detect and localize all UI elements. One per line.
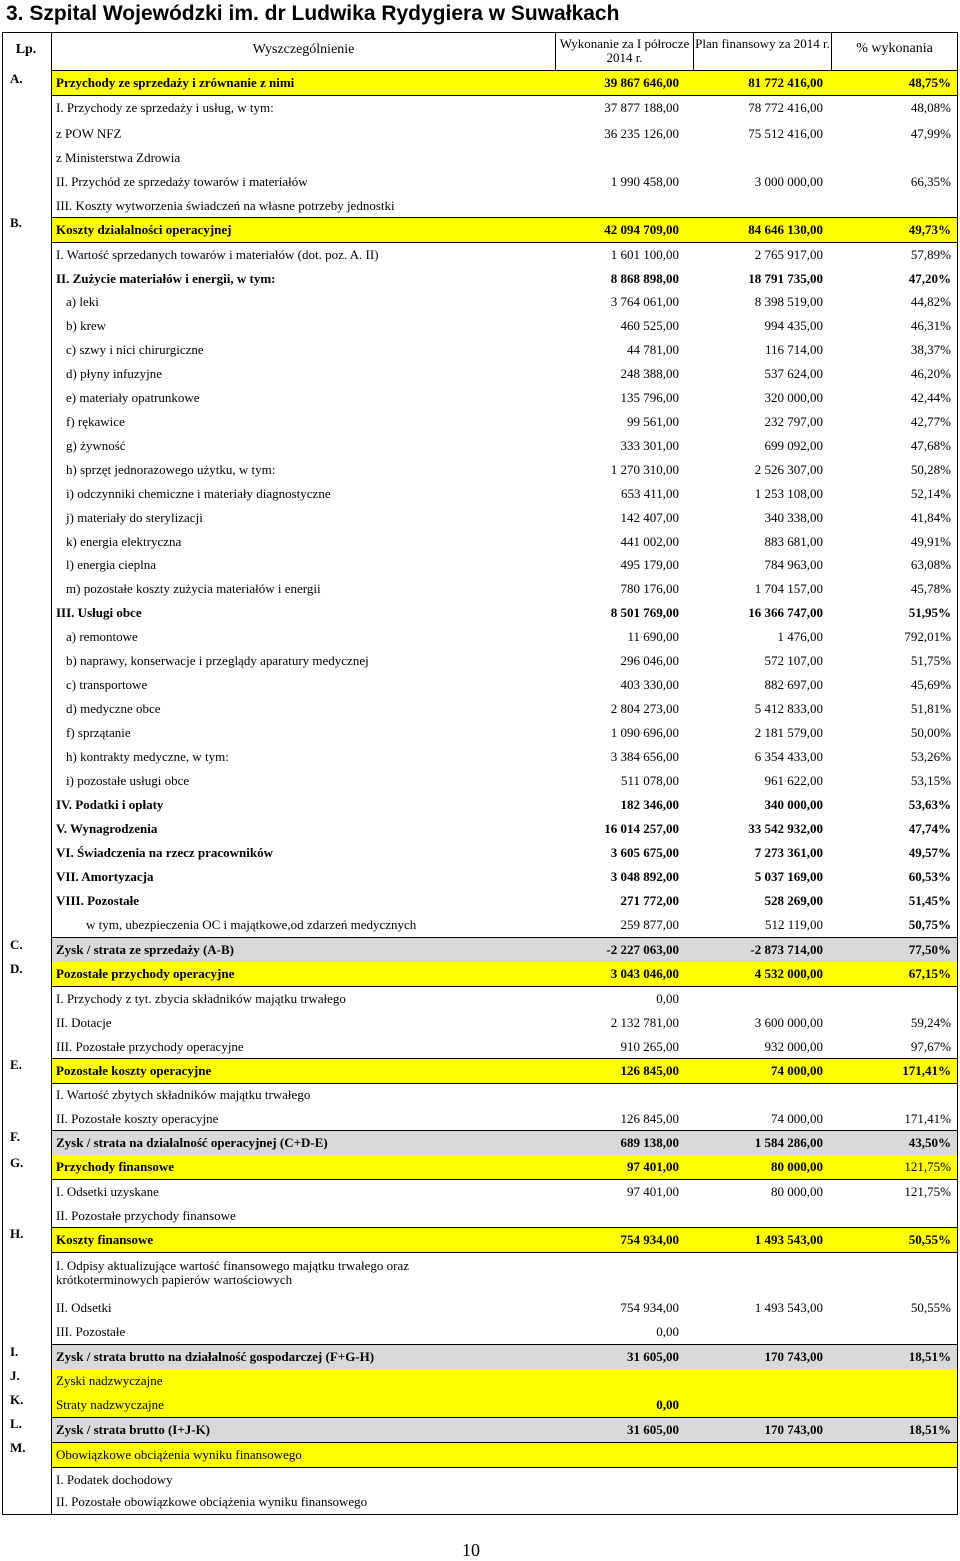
table-row — [52, 721, 957, 745]
table-row — [52, 506, 957, 530]
row-description: Pozostałe przychody operacyjne — [56, 967, 235, 981]
row-plan-value: 4 532 000,00 — [754, 966, 823, 981]
row-execution-value: 689 138,00 — [620, 1135, 679, 1150]
table-row — [52, 267, 957, 291]
row-percent-value: 53,15% — [910, 773, 951, 788]
row-plan-value: 1 253 108,00 — [754, 486, 823, 501]
row-description: z Ministerstwa Zdrowia — [56, 151, 181, 165]
row-execution-value: 42 094 709,00 — [604, 222, 679, 237]
row-description: i) pozostałe usługi obce — [66, 774, 190, 788]
row-description: V. Wynagrodzenia — [56, 822, 158, 836]
table-row — [52, 458, 957, 482]
row-description: II. Odsetki — [56, 1301, 112, 1315]
header-execution-percent: % wykonania — [856, 41, 933, 56]
row-execution-value: 1 601 100,00 — [610, 247, 679, 262]
row-plan-value: 5 037 169,00 — [754, 869, 823, 884]
row-plan-value: 528 269,00 — [764, 893, 823, 908]
row-description: III. Usługi obce — [56, 606, 142, 620]
row-description: l) energia cieplna — [66, 558, 156, 572]
row-plan-value: 75 512 416,00 — [748, 126, 823, 141]
header-financial-plan-2014: Plan finansowy za 2014 r. — [695, 36, 830, 51]
row-description: I. Przychody ze sprzedaży i usług, w tym: — [56, 101, 274, 115]
row-execution-value: 754 934,00 — [620, 1300, 679, 1315]
row-execution-value: 3 048 892,00 — [610, 869, 679, 884]
row-description: II. Zużycie materiałów i energii, w tym: — [56, 272, 276, 286]
lp-letter: L. — [10, 1416, 22, 1431]
table-row — [52, 913, 957, 937]
row-execution-value: -2 227 063,00 — [606, 942, 679, 957]
table-row — [52, 1418, 957, 1443]
table-left-border — [2, 32, 3, 1514]
row-description: a) leki — [66, 295, 99, 309]
table-row — [52, 1443, 957, 1468]
row-percent-value: 59,24% — [910, 1015, 951, 1030]
row-execution-value: 135 796,00 — [620, 390, 679, 405]
table-row — [52, 889, 957, 913]
table-row — [52, 386, 957, 410]
row-percent-value: 63,08% — [910, 557, 951, 572]
page-number: 10 — [462, 1540, 480, 1560]
row-execution-value: 39 867 646,00 — [604, 75, 679, 90]
row-percent-value: 51,81% — [910, 701, 951, 716]
row-description: Przychody finansowe — [56, 1160, 175, 1174]
lp-letter: C. — [10, 937, 23, 952]
row-percent-value: 67,15% — [908, 966, 951, 981]
row-execution-value: 0,00 — [656, 991, 679, 1006]
table-row — [52, 170, 957, 194]
row-percent-value: 47,68% — [910, 438, 951, 453]
row-execution-value: 511 078,00 — [620, 773, 679, 788]
row-execution-value: 182 346,00 — [620, 797, 679, 812]
table-row — [52, 290, 957, 314]
row-percent-value: 42,77% — [910, 414, 951, 429]
row-percent-value: 53,63% — [908, 797, 951, 812]
row-plan-value: 116 714,00 — [764, 342, 823, 357]
table-row — [52, 601, 957, 625]
table-row — [52, 362, 957, 386]
table-row — [52, 987, 957, 1011]
row-plan-value: 512 119,00 — [764, 917, 823, 932]
row-plan-value: 994 435,00 — [764, 318, 823, 333]
row-percent-value: 52,14% — [910, 486, 951, 501]
row-description: II. Przychód ze sprzedaży towarów i materiałów — [56, 175, 308, 189]
row-plan-value: 537 624,00 — [764, 366, 823, 381]
table-row — [52, 1320, 957, 1344]
row-percent-value: 48,75% — [908, 75, 951, 90]
row-description: Przychody ze sprzedaży i zrównanie z nimi — [56, 76, 295, 90]
row-percent-value: 42,44% — [910, 390, 951, 405]
row-percent-value: 50,28% — [910, 462, 951, 477]
row-execution-value: 333 301,00 — [620, 438, 679, 453]
table-row — [52, 1468, 957, 1492]
header-description: Wyszczególnienie — [252, 42, 355, 57]
row-execution-value: 8 501 769,00 — [610, 605, 679, 620]
row-execution-value: 97 401,00 — [627, 1159, 679, 1174]
row-percent-value: 50,55% — [908, 1232, 951, 1247]
row-execution-value: 259 877,00 — [620, 917, 679, 932]
row-percent-value: 47,74% — [908, 821, 951, 836]
row-plan-value: -2 873 714,00 — [750, 942, 823, 957]
row-plan-value: 7 273 361,00 — [754, 845, 823, 860]
row-description: I. Wartość zbytych składników majątku trwałego — [56, 1088, 311, 1102]
table-row — [52, 530, 957, 554]
table-row — [52, 553, 957, 577]
row-plan-value: 1 493 543,00 — [754, 1232, 823, 1247]
row-plan-value: 572 107,00 — [764, 653, 823, 668]
row-description: g) żywność — [66, 439, 126, 453]
table-row — [52, 434, 957, 458]
row-percent-value: 49,91% — [910, 534, 951, 549]
row-plan-value: 6 354 433,00 — [754, 749, 823, 764]
row-plan-value: 882 697,00 — [764, 677, 823, 692]
row-description: d) płyny infuzyjne — [66, 367, 163, 381]
row-percent-value: 18,51% — [908, 1422, 951, 1437]
header-h1-2014-execution: Wykonanie za I półrocze 2014 r. — [559, 36, 690, 65]
row-percent-value: 43,50% — [908, 1135, 951, 1150]
row-description: i) odczynniki chemiczne i materiały diagnostyczne — [66, 487, 331, 501]
row-execution-value: 653 411,00 — [620, 486, 679, 501]
row-percent-value: 50,75% — [908, 917, 951, 932]
table-row — [52, 1296, 957, 1320]
row-description: VII. Amortyzacja — [56, 870, 154, 884]
row-plan-value: 699 092,00 — [764, 438, 823, 453]
row-percent-value: 48,08% — [910, 100, 951, 115]
row-plan-value: 340 338,00 — [764, 510, 823, 525]
row-description: h) kontrakty medyczne, w tym: — [66, 750, 229, 764]
row-description: Koszty działalności operacyjnej — [56, 223, 232, 237]
row-plan-value: 74 000,00 — [771, 1111, 823, 1126]
table-row — [52, 314, 957, 338]
row-execution-value: 0,00 — [656, 1324, 679, 1339]
row-percent-value: 121,75% — [904, 1159, 951, 1174]
row-percent-value: 47,20% — [908, 271, 951, 286]
lp-letter: J. — [10, 1368, 20, 1383]
row-percent-value: 45,78% — [910, 581, 951, 596]
lp-letter: D. — [10, 961, 23, 976]
row-description: VI. Świadczenia na rzecz pracowników — [56, 846, 274, 860]
row-description: II. Dotacje — [56, 1016, 112, 1030]
row-percent-value: 46,31% — [910, 318, 951, 333]
lp-letter: G. — [10, 1155, 24, 1170]
lp-letter: E. — [10, 1057, 22, 1072]
lp-letter: B. — [10, 215, 22, 230]
row-plan-value: 1 493 543,00 — [754, 1300, 823, 1315]
row-description: b) naprawy, konserwacje i przeglądy aparatury medycznej — [66, 654, 369, 668]
row-description: d) medyczne obce — [66, 702, 161, 716]
row-description: Pozostałe koszty operacyjne — [56, 1064, 212, 1078]
lp-letter: K. — [10, 1392, 24, 1407]
table-row — [52, 1204, 957, 1228]
table-row — [52, 937, 957, 963]
table-row — [52, 1058, 957, 1084]
row-description: III. Pozostałe przychody operacyjne — [56, 1040, 244, 1054]
row-percent-value: 41,84% — [910, 510, 951, 525]
row-plan-value: 5 412 833,00 — [754, 701, 823, 716]
row-execution-value: 3 764 061,00 — [610, 294, 679, 309]
row-execution-value: 1 270 310,00 — [610, 462, 679, 477]
lp-letter: F. — [10, 1129, 20, 1144]
row-plan-value: 33 542 932,00 — [748, 821, 823, 836]
row-percent-value: 97,67% — [910, 1039, 951, 1054]
row-description: h) sprzęt jednorazowego użytku, w tym: — [66, 463, 276, 477]
row-plan-value: 2 526 307,00 — [754, 462, 823, 477]
row-description: I. Wartość sprzedanych towarów i materiałów (dot. poz. A. II) — [56, 248, 379, 262]
table-row — [52, 1107, 957, 1131]
row-plan-value: 170 743,00 — [764, 1349, 823, 1364]
row-plan-value: 8 398 519,00 — [754, 294, 823, 309]
table-row — [52, 1491, 957, 1513]
row-percent-value: 49,73% — [908, 222, 951, 237]
row-percent-value: 66,35% — [910, 174, 951, 189]
row-execution-value: 248 388,00 — [620, 366, 679, 381]
row-percent-value: 171,41% — [902, 1063, 951, 1078]
row-plan-value: 784 963,00 — [764, 557, 823, 572]
row-description: e) materiały opatrunkowe — [66, 391, 200, 405]
table-row — [52, 962, 957, 987]
row-plan-value: 1 476,00 — [777, 629, 823, 644]
table-row — [52, 745, 957, 769]
table-row — [52, 1180, 957, 1204]
row-execution-value: 754 934,00 — [620, 1232, 679, 1247]
row-plan-value: 232 797,00 — [764, 414, 823, 429]
row-execution-value: 460 525,00 — [620, 318, 679, 333]
row-execution-value: 126 845,00 — [620, 1111, 679, 1126]
row-description: Straty nadzwyczajne — [56, 1398, 164, 1412]
lp-letter: M. — [10, 1440, 26, 1455]
row-plan-value: 3 600 000,00 — [754, 1015, 823, 1030]
row-description: II. Pozostałe przychody finansowe — [56, 1209, 236, 1223]
table-row — [52, 841, 957, 865]
table-row — [52, 1155, 957, 1180]
row-plan-value: 961 622,00 — [764, 773, 823, 788]
table-row — [52, 1253, 957, 1293]
table-row — [52, 1393, 957, 1418]
lp-letter: I. — [10, 1344, 19, 1359]
table-row — [52, 649, 957, 673]
row-description: Koszty finansowe — [56, 1233, 154, 1247]
row-percent-value: 121,75% — [904, 1184, 951, 1199]
table-row — [52, 1227, 957, 1253]
row-plan-value: 80 000,00 — [771, 1159, 823, 1174]
table-row — [52, 817, 957, 841]
row-plan-value: 3 000 000,00 — [754, 174, 823, 189]
row-plan-value: 18 791 735,00 — [748, 271, 823, 286]
row-description: I. Przychody z tyt. zbycia składników majątku trwałego — [56, 992, 346, 1006]
row-execution-value: 97 401,00 — [627, 1184, 679, 1199]
row-description: Zysk / strata brutto (I+J-K) — [56, 1423, 211, 1437]
row-description: m) pozostałe koszty zużycia materiałów i energii — [66, 582, 321, 596]
row-execution-value: 126 845,00 — [620, 1063, 679, 1078]
row-plan-value: 883 681,00 — [764, 534, 823, 549]
lp-letter: H. — [10, 1226, 24, 1241]
row-percent-value: 45,69% — [910, 677, 951, 692]
row-description: c) szwy i nici chirurgiczne — [66, 343, 204, 357]
row-description: II. Pozostałe koszty operacyjne — [56, 1112, 219, 1126]
row-percent-value: 51,45% — [908, 893, 951, 908]
row-execution-value: 11 690,00 — [627, 629, 679, 644]
table-row — [52, 410, 957, 434]
row-description: Obowiązkowe obciążenia wyniku finansowego — [56, 1448, 302, 1462]
row-percent-value: 171,41% — [904, 1111, 951, 1126]
row-percent-value: 50,00% — [910, 725, 951, 740]
row-plan-value: 1 584 286,00 — [754, 1135, 823, 1150]
row-description: w tym, ubezpieczenia OC i majątkowe,od zdarzeń medycznych — [86, 918, 417, 932]
table-row — [52, 1369, 957, 1394]
row-execution-value: 1 090 696,00 — [610, 725, 679, 740]
table-top-border — [2, 32, 957, 33]
row-description: VIII. Pozostałe — [56, 894, 140, 908]
row-execution-value: 36 235 126,00 — [604, 126, 679, 141]
row-plan-value: 80 000,00 — [771, 1184, 823, 1199]
row-execution-value: 3 043 046,00 — [610, 966, 679, 981]
row-execution-value: 271 772,00 — [620, 893, 679, 908]
table-row — [52, 71, 957, 96]
row-execution-value: 2 132 781,00 — [610, 1015, 679, 1030]
row-execution-value: 99 561,00 — [627, 414, 679, 429]
row-execution-value: 2 804 273,00 — [610, 701, 679, 716]
table-row — [52, 146, 957, 170]
table-row — [52, 577, 957, 601]
row-execution-value: 31 605,00 — [627, 1349, 679, 1364]
row-plan-value: 81 772 416,00 — [748, 75, 823, 90]
row-description: b) krew — [66, 319, 107, 333]
row-percent-value: 50,55% — [910, 1300, 951, 1315]
row-description: III. Pozostałe — [56, 1325, 126, 1339]
row-percent-value: 49,57% — [908, 845, 951, 860]
row-percent-value: 51,75% — [910, 653, 951, 668]
row-percent-value: 57,89% — [910, 247, 951, 262]
row-description: I. Odsetki uzyskane — [56, 1185, 159, 1199]
table-row — [52, 697, 957, 721]
row-description: z POW NFZ — [56, 127, 122, 141]
row-description: a) remontowe — [66, 630, 138, 644]
row-execution-value: 910 265,00 — [620, 1039, 679, 1054]
table-row — [52, 1083, 957, 1107]
table-row — [52, 865, 957, 889]
row-description: Zysk / strata na działalność operacyjnej (C+D-E) — [56, 1136, 328, 1150]
table-row — [52, 338, 957, 362]
table-row — [52, 793, 957, 817]
row-execution-value: 780 176,00 — [620, 581, 679, 596]
row-description: I. Podatek dochodowy — [56, 1473, 173, 1487]
row-percent-value: 47,99% — [910, 126, 951, 141]
table-row — [52, 482, 957, 506]
table-row — [52, 122, 957, 146]
row-execution-value: 441 002,00 — [620, 534, 679, 549]
row-description: k) energia elektryczna — [66, 535, 182, 549]
page-title: 3. Szpital Wojewódzki im. dr Ludwika Rydygiera w Suwałkach — [6, 2, 620, 25]
row-plan-value: 2 765 917,00 — [754, 247, 823, 262]
row-plan-value: 78 772 416,00 — [748, 100, 823, 115]
row-description: II. Pozostałe obowiązkowe obciążenia wyniku finansowego — [56, 1495, 368, 1509]
table-row — [52, 194, 957, 217]
row-percent-value: 77,50% — [908, 942, 951, 957]
row-plan-value: 2 181 579,00 — [754, 725, 823, 740]
row-execution-value: 0,00 — [656, 1397, 679, 1412]
table-row — [52, 217, 957, 243]
row-execution-value: 8 868 898,00 — [610, 271, 679, 286]
row-execution-value: 403 330,00 — [620, 677, 679, 692]
row-plan-value: 74 000,00 — [771, 1063, 823, 1078]
table-row — [52, 96, 957, 120]
row-execution-value: 1 990 458,00 — [610, 174, 679, 189]
row-percent-value: 38,37% — [910, 342, 951, 357]
row-description: j) materiały do sterylizacji — [66, 511, 203, 525]
row-plan-value: 932 000,00 — [764, 1039, 823, 1054]
row-percent-value: 18,51% — [908, 1349, 951, 1364]
header-lp: Lp. — [15, 42, 37, 57]
table-row — [52, 673, 957, 697]
row-execution-value: 31 605,00 — [627, 1422, 679, 1437]
table-row — [52, 243, 957, 267]
row-plan-value: 320 000,00 — [764, 390, 823, 405]
row-execution-value: 296 046,00 — [620, 653, 679, 668]
lp-letter: A. — [10, 71, 23, 86]
table-row — [52, 769, 957, 793]
row-description: f) sprzątanie — [66, 726, 131, 740]
table-row — [52, 625, 957, 649]
row-execution-value: 16 014 257,00 — [604, 821, 679, 836]
row-execution-value: 142 407,00 — [620, 510, 679, 525]
table-row — [52, 1130, 957, 1156]
row-plan-value: 1 704 157,00 — [754, 581, 823, 596]
row-percent-value: 60,53% — [908, 869, 951, 884]
row-execution-value: 37 877 188,00 — [604, 100, 679, 115]
row-execution-value: 495 179,00 — [620, 557, 679, 572]
row-plan-value: 340 000,00 — [764, 797, 823, 812]
row-percent-value: 46,20% — [910, 366, 951, 381]
row-description: Zyski nadzwyczajne — [56, 1374, 163, 1388]
table-row — [52, 1035, 957, 1059]
row-execution-value: 3 384 656,00 — [610, 749, 679, 764]
row-description: Zysk / strata brutto na działalność gospodarczej (F+G-H) — [56, 1350, 375, 1364]
row-description: Zysk / strata ze sprzedaży (A-B) — [56, 943, 234, 957]
table-row — [52, 1011, 957, 1035]
row-execution-value: 44 781,00 — [627, 342, 679, 357]
table-row — [52, 1344, 957, 1370]
row-description: III. Koszty wytworzenia świadczeń na własne potrzeby jednostki — [56, 198, 395, 213]
row-description: c) transportowe — [66, 678, 148, 692]
row-plan-value: 84 646 130,00 — [748, 222, 823, 237]
row-plan-value: 170 743,00 — [764, 1422, 823, 1437]
row-percent-value: 51,95% — [908, 605, 951, 620]
row-description: f) rękawice — [66, 415, 125, 429]
row-execution-value: 3 605 675,00 — [610, 845, 679, 860]
row-plan-value: 16 366 747,00 — [748, 605, 823, 620]
row-percent-value: 53,26% — [910, 749, 951, 764]
row-percent-value: 792,01% — [904, 629, 951, 644]
row-description: IV. Podatki i opłaty — [56, 798, 164, 812]
row-percent-value: 44,82% — [910, 294, 951, 309]
row-description: I. Odpisy aktualizujące wartość finansowego majątku trwałego oraz krótkoterminowych papierów wartościowych — [56, 1259, 410, 1287]
